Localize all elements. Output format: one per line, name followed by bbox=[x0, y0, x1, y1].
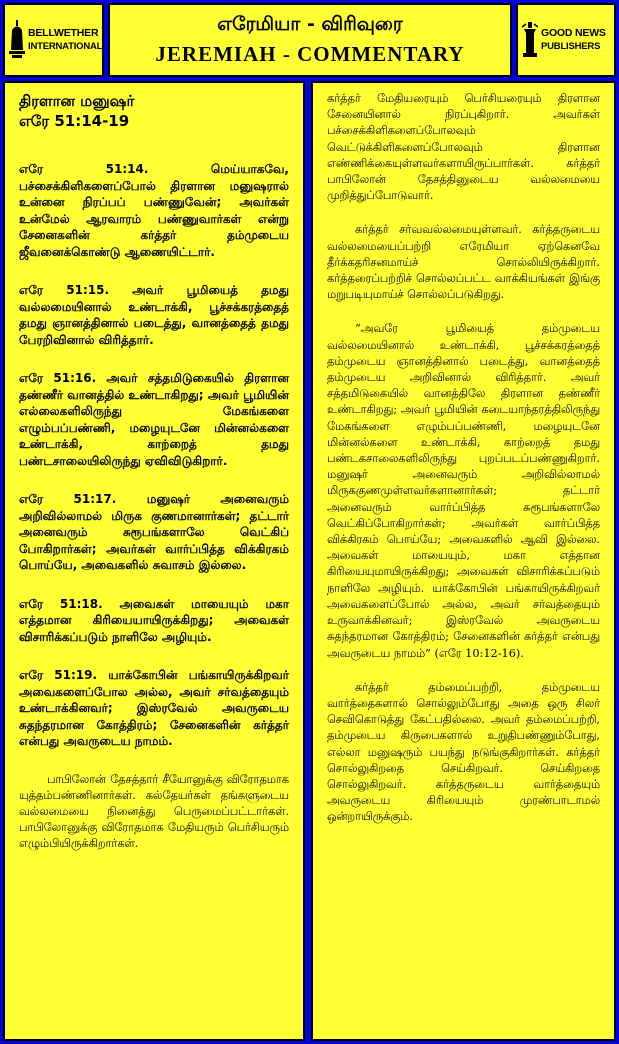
commentary-paragraph: கர்த்தர் சர்வவல்லமையுள்ளவர். கர்த்தருடைய வல்லமையைப்பற்றி எரேமியா ஏற்கெனவே தீர்க்கதரிசனமாய்ச் சொல்லியிருக்கிறார். கர்த்தரைப்பற்றிச் சொல்லப்பட்ட வாக்கியங்கள் இங்கு மறுபடியுமாய்ச் சொல்லப்படுகிறது. bbox=[327, 223, 600, 302]
verse-51-14: எரே 51:14. மெய்யாகவே, பச்சைக்கிளிகளைப்போல் திரளான மனுஷரால் உன்னை நிரப்பப் பண்ணுவேன்; அவர்கள் உன்மேல் ஆரவாரம் பண்ணுவார்கள் என்று சேனைகளின் கர்த்தர் தம்முடைய ஜீவனைக்கொண்டு ஆணையிட்டார். bbox=[19, 162, 289, 259]
left-column bbox=[3, 81, 305, 1041]
section-heading-title: திரளான மனுஷர் bbox=[19, 92, 135, 110]
verse-51-17: எரே 51:17. மனுஷர் அனைவரும் அறிவில்லாமல் மிருக குணமானார்கள்; தட்டார் அனைவரும் சுரூபங்களாலே வெட்கிப் போகிறார்கள்; அவர்கள் வார்ப்பித்த விக்கிரகம் பொய்யே, அவைகளில் சுவாசம் இல்லை. bbox=[19, 492, 289, 572]
page-title-box bbox=[108, 3, 512, 77]
title-english: JEREMIAH - COMMENTARY bbox=[155, 42, 465, 66]
section-heading-reference: எரே 51:14-19 bbox=[19, 112, 130, 130]
good-news-logo-line2: PUBLISHERS bbox=[541, 41, 601, 52]
commentary-intro: பாபிலோன் தேசத்தார் சீயோனுக்கு விரோதமாக யுத்தம்பண்ணினார்கள். கல்தேயர்கள் தங்களுடைய வல்லமையை நினைத்து பெருமைப்பட்டார்கள். பாபிலோனுக்கு விரோதமாக மேதியரும் பெர்சியரும் எழும்பியிருக்கிறார்கள். bbox=[19, 772, 289, 851]
verse-51-15: எரே 51:15. அவர் பூமியைத் தமது வல்லமையினால் உண்டாக்கி, பூச்சக்கரத்தைத் தமது ஞானத்தினால் படைத்து, வானத்தைத் தமது பேரறிவினால் விரித்தார். bbox=[19, 283, 289, 347]
commentary-paragraph: கர்த்தர் தம்மைப்பற்றி, தம்முடைய வார்த்தைகளால் சொல்லும்போது அதை ஒரு சிலர் செவிகொடுத்து கேட்பதில்லை. அவர் தம்மைப்பற்றி, தம்முடைய கிருபைகளால் உறுதிபண்ணும்போது, எல்லா மனுஷரும் பயந்து நடுங்குகிறார்கள். கர்த்தர் சொல்லுகிறதை செய்கிறவர். செய்கிறதை சொல்லுகிறவர். கர்த்தருடைய வார்த்தையும் அவருடைய கிரியையும் முரண்பாடாமல் ஒன்றாயிருக்கும். bbox=[327, 680, 600, 824]
title-tamil: எரேமியா - விரிவுரை bbox=[217, 13, 403, 35]
bellwether-logo-line2: INTERNATIONAL bbox=[28, 41, 103, 52]
good-news-logo-line1: GOOD NEWS bbox=[541, 27, 606, 39]
bellwether-logo-box bbox=[3, 3, 104, 77]
bellwether-logo bbox=[5, 5, 102, 75]
good-news-logo bbox=[518, 5, 614, 75]
good-news-logo-box bbox=[516, 3, 616, 77]
bell-icon bbox=[9, 20, 25, 60]
verse-51-18: எரே 51:18. அவைகள் மாயையும் மகா எத்தமான கிரியையாயிருக்கிறது; அவைகள் விசாரிக்கப்படும் நாளிலே அழியும். bbox=[19, 596, 289, 644]
tower-icon bbox=[522, 20, 538, 60]
bellwether-logo-line1: BELLWETHER bbox=[28, 27, 99, 39]
scripture-quote: “அவரே பூமியைத் தம்முடைய வல்லமையினால் உண்டாக்கி, பூச்சக்கரத்தைத் தம்முடைய ஞானத்தினால் படைத்து, வானத்தைத் தம்முடைய அறிவினால் விரித்தார். அவர் சத்தமிடுகையில் வானத்திலே திரளான தண்ணீர் உண்டாகிறது; அவர் பூமியின் கடையாந்தரத்திலிருந்து மேகங்களை எழும்பப்பண்ணி, மழையுடனே மின்னல்களை உண்டாக்கி, காற்றைத் தமது பண்டகசாலைகளிலிருந்து புறப்படப்பண்ணுகிறார். மனுஷர் அனைவரும் அறிவில்லாமல் மிருககுணமுள்ளவர்களானார்கள்; தட்டார் அனைவரும் வார்ப்பித்த சுரூபங்களாலே வெட்கிப்போகிறார்கள்; அவர்கள் வார்ப்பித்த விக்கிரகம் பொய்யே; அவைகளில் ஆவி இல்லை. அவைகள் மாயையும், மகா எத்தான கிரியையுமாயிருக்கிறது; அவைகள் விசாரிக்கப்படும் நாளிலே அழியும். யாக்கோபின் பங்காயிருக்கிறவர் அவைகளைப்போல் அல்ல, அவர் சர்வத்தையும் உருவாக்கினவர்; இஸ்ரவேல் அவருடைய சுதந்தரமான கோத்திரம்; சேனைகளின் கர்த்தர் என்பது அவருடைய நாமம்” (எரே 10:12-16). bbox=[327, 322, 600, 660]
section-heading bbox=[19, 91, 289, 131]
verse-51-19: எரே 51:19. யாக்கோபின் பங்காயிருக்கிறவர் அவைகளைப்போல அல்ல, அவர் சர்வத்தையும் உண்டாக்கினவர்; இஸ்ரவேல் அவருடைய சுதந்தரமான கோத்திரம்; சேனைகளின் கர்த்தர் என்பது அவருடைய நாமம். bbox=[19, 668, 289, 748]
verse-51-16: எரே 51:16. அவர் சத்தமிடுகையில் திரளான தண்ணீர் வானத்தில் உண்டாகிறது; அவர் பூமியின் எல்லைகளிலிருந்து மேகங்களை எழும்பப்பண்ணி, மழையுடனே மின்னல்களை உண்டாக்கி, காற்றைத் தமது பண்டசாலையிலிருந்து ஏவிவிடுகிறார். bbox=[19, 371, 289, 468]
commentary-paragraph: கர்த்தர் மேதியரையும் பெர்சியரையும் திரளான சேனையினால் நிரப்புகிறார். அவர்கள் பச்சைக்கிளிகளைப்போலவும் வெட்டுக்கிளிகளைப்போலவும் திரளான எண்ணிக்கையுள்ளவர்களாயிருப்பார்கள். கர்த்தர் பாபிலோன் தேசத்தினுடைய வல்லமையை முறித்துப்போடுவார். bbox=[327, 92, 600, 203]
right-column bbox=[311, 81, 616, 1041]
